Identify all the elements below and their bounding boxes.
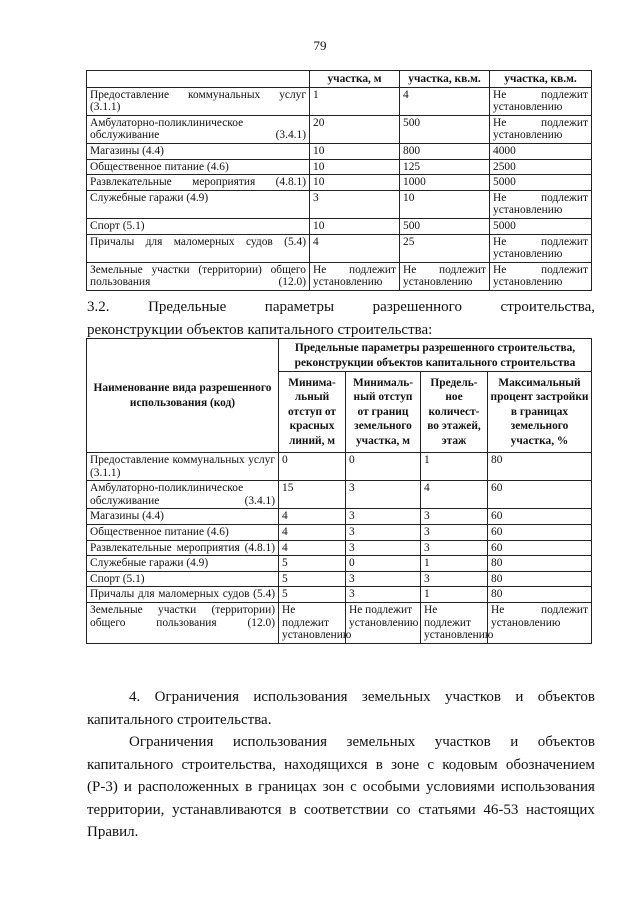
header-cell	[87, 71, 310, 88]
text-word: и	[510, 734, 519, 750]
text-word: объектов	[537, 689, 595, 705]
section-4-line1	[87, 686, 595, 709]
value-cell: 3	[421, 540, 488, 556]
value-cell: 3	[346, 587, 421, 603]
text-word: настоящих	[526, 801, 595, 818]
page-number: 79	[313, 38, 327, 53]
value-cell: Не подлежит установлению	[490, 115, 592, 143]
text-word: устанавливаются	[172, 801, 282, 818]
row-label-cell: Служебные гаражи (4.9)	[87, 556, 279, 572]
row-label-cell: Земельные участки (территории) общего пользования (12.0)	[87, 602, 279, 643]
value-cell: 60	[488, 509, 592, 525]
text-word: участков	[434, 734, 491, 750]
text-word: обозначением	[505, 756, 595, 773]
value-cell: 4	[400, 87, 490, 115]
text-word: участков	[444, 689, 501, 705]
row-label-cell: Служебные гаражи (4.9)	[87, 190, 310, 218]
table-row	[87, 571, 592, 587]
value-cell: Не подлежит установлению	[421, 602, 488, 643]
value-cell: 0	[346, 556, 421, 572]
value-cell: 5	[279, 587, 346, 603]
table-row	[87, 190, 592, 218]
value-cell: 4000	[490, 143, 592, 159]
value-cell: 80	[488, 556, 592, 572]
section-4-line2: капитального строительства.	[87, 711, 272, 728]
text-word: объектов	[537, 734, 595, 750]
section-4-heading	[87, 686, 595, 731]
value-cell: 1	[421, 556, 488, 572]
text-word: с	[350, 779, 357, 795]
row-label-cell: Причалы для маломерных судов (5.4)	[87, 234, 310, 262]
text-word: использования	[232, 734, 328, 750]
text-word: зон	[322, 779, 345, 795]
table-row	[87, 115, 592, 143]
table-row	[87, 234, 592, 262]
header-cell: участка, кв.м.	[400, 71, 490, 88]
group-header: Предельные параметры разрешенного строительства, реконструкции объектов капитального строительства	[279, 339, 592, 372]
value-cell: 800	[400, 143, 490, 159]
text-word: соответствии	[303, 801, 389, 818]
heading-word: разрешенного	[372, 299, 462, 315]
text-word: использования	[500, 779, 595, 795]
table-header-row	[87, 339, 592, 372]
table-row	[87, 587, 592, 603]
heading-word: строительства,	[500, 299, 595, 315]
value-cell: 10	[310, 175, 400, 191]
text-word: находящихся	[284, 756, 368, 773]
value-cell: 5000	[490, 218, 592, 234]
text-word: строительства,	[181, 756, 276, 773]
value-cell: 4	[279, 509, 346, 525]
value-cell: 2500	[490, 159, 592, 175]
value-cell: 500	[400, 115, 490, 143]
paragraph-line1	[87, 731, 595, 754]
table-row	[87, 524, 592, 540]
text-word: зоне	[391, 756, 420, 773]
value-cell: Не подлежит установлению	[400, 262, 490, 290]
value-cell: 3	[421, 524, 488, 540]
row-label-cell: Магазины (4.4)	[87, 143, 310, 159]
text-word: земельных	[346, 734, 416, 750]
text-word: (Р-3)	[87, 779, 118, 795]
value-cell: Не подлежит установлению	[490, 87, 592, 115]
row-label-cell: Земельные участки (территории) общего пользования (12.0)	[87, 262, 310, 290]
section-3-2-line2: реконструкции объектов капитального строительства:	[87, 321, 433, 338]
row-label-cell: Общественное питание (4.6)	[87, 524, 279, 540]
table-row	[87, 143, 592, 159]
table-row	[87, 87, 592, 115]
row-label-cell: Амбулаторно-поликлиническое обслуживание (3.4.1)	[87, 481, 279, 509]
value-cell: 80	[488, 571, 592, 587]
text-word: и	[123, 779, 132, 795]
subheader-cell: Максимальный процент застройки в границах земельного участка, %	[488, 372, 592, 453]
value-cell: 10	[310, 218, 400, 234]
text-word: границах	[258, 779, 317, 795]
value-cell: 60	[488, 481, 592, 509]
text-word: в	[245, 779, 253, 795]
value-cell: 10	[400, 190, 490, 218]
text-word: и	[515, 689, 524, 705]
text-word: Ограничения	[154, 689, 239, 705]
text-word: Ограничения	[129, 734, 214, 750]
name-column-header: Наименование вида разрешенного использования (код)	[87, 339, 279, 453]
row-label-cell: Общественное питание (4.6)	[87, 159, 310, 175]
value-cell: 80	[488, 453, 592, 481]
text-word: земельных	[361, 689, 431, 705]
text-word: 4.	[129, 689, 141, 705]
table-row	[87, 556, 592, 572]
value-cell: 5	[279, 571, 346, 587]
table-row	[87, 159, 592, 175]
table-row	[87, 509, 592, 525]
value-cell: 3	[421, 509, 488, 525]
text-word: 46-53	[483, 801, 519, 818]
text-word: капитального	[87, 756, 174, 773]
parameters-table-continued	[86, 70, 592, 291]
value-cell: 1	[310, 87, 400, 115]
text-word: особыми	[362, 779, 421, 795]
value-cell: Не подлежит установлению	[490, 190, 592, 218]
table-row	[87, 175, 592, 191]
subheader-cell: Минималь-ный отступ от границ земельного участка, м	[346, 372, 421, 453]
value-cell: Не подлежит установлению	[346, 602, 421, 643]
subheader-cell: Минима-льный отступ от красных линий, м	[279, 372, 346, 453]
table-row	[87, 262, 592, 290]
paragraph-line2	[87, 754, 595, 777]
value-cell: Не подлежит установлению	[490, 234, 592, 262]
value-cell: 3	[421, 571, 488, 587]
value-cell: 4	[279, 524, 346, 540]
row-label-cell: Амбулаторно-поликлиническое обслуживание (3.4.1)	[87, 115, 310, 143]
text-word: статьями	[418, 801, 476, 818]
heading-word: Предельные	[148, 299, 227, 315]
row-label-cell: Предоставление коммунальных услуг (3.1.1)	[87, 87, 310, 115]
table-row	[87, 540, 592, 556]
value-cell: 0	[279, 453, 346, 481]
table-row	[87, 481, 592, 509]
section-3-2-heading	[87, 296, 595, 341]
paragraph-line5: Правил.	[87, 824, 139, 840]
value-cell: 3	[310, 190, 400, 218]
table-row	[87, 602, 592, 643]
value-cell: 15	[279, 481, 346, 509]
value-cell: Не подлежит установлению	[279, 602, 346, 643]
value-cell: 125	[400, 159, 490, 175]
construction-parameters-table	[86, 338, 592, 644]
section-3-2-line1	[87, 296, 595, 319]
value-cell: 1	[421, 587, 488, 603]
row-label-cell: Предоставление коммунальных услуг (3.1.1)	[87, 453, 279, 481]
restrictions-paragraph	[87, 731, 595, 844]
value-cell: 1	[421, 453, 488, 481]
value-cell: 3	[346, 481, 421, 509]
value-cell: 80	[488, 587, 592, 603]
value-cell: 4	[279, 540, 346, 556]
value-cell: 3	[346, 571, 421, 587]
text-word: со	[396, 801, 411, 818]
row-label-cell: Спорт (5.1)	[87, 571, 279, 587]
text-word: в	[289, 801, 297, 818]
value-cell: 5	[279, 556, 346, 572]
value-cell: 3	[346, 540, 421, 556]
value-cell: 4	[421, 481, 488, 509]
value-cell: 0	[346, 453, 421, 481]
section-number: 3.2.	[87, 299, 110, 315]
table-header-row	[87, 71, 592, 88]
value-cell: 25	[400, 234, 490, 262]
text-word: использования	[253, 689, 348, 705]
value-cell: 1000	[400, 175, 490, 191]
text-word: с	[427, 756, 435, 773]
paragraph-line3	[87, 776, 595, 799]
value-cell: Не подлежит установлению	[310, 262, 400, 290]
text-word: кодовым	[442, 756, 498, 773]
row-label-cell: Развлекательные мероприятия (4.8.1)	[87, 540, 279, 556]
text-word: расположенных	[137, 779, 240, 795]
row-label-cell: Магазины (4.4)	[87, 509, 279, 525]
value-cell: Не подлежит установлению	[488, 602, 592, 643]
text-word: территории,	[87, 801, 165, 818]
paragraph-line4	[87, 799, 595, 822]
value-cell: 60	[488, 540, 592, 556]
value-cell: 4	[310, 234, 400, 262]
text-word: условиями	[426, 779, 495, 795]
value-cell: 3	[346, 509, 421, 525]
value-cell: 3	[346, 524, 421, 540]
value-cell: Не подлежит установлению	[490, 262, 592, 290]
heading-word: параметры	[264, 299, 335, 315]
subheader-cell: Предель-ное количест-во этажей, этаж	[421, 372, 488, 453]
header-cell: участка, кв.м.	[490, 71, 592, 88]
table-row	[87, 453, 592, 481]
text-word: в	[375, 756, 383, 773]
value-cell: 20	[310, 115, 400, 143]
value-cell: 10	[310, 159, 400, 175]
value-cell: 5000	[490, 175, 592, 191]
row-label-cell: Причалы для маломерных судов (5.4)	[87, 587, 279, 603]
table-row	[87, 218, 592, 234]
row-label-cell: Спорт (5.1)	[87, 218, 310, 234]
value-cell: 500	[400, 218, 490, 234]
header-cell: участка, м	[310, 71, 400, 88]
value-cell: 10	[310, 143, 400, 159]
row-label-cell: Развлекательные мероприятия (4.8.1)	[87, 175, 310, 191]
value-cell: 60	[488, 524, 592, 540]
